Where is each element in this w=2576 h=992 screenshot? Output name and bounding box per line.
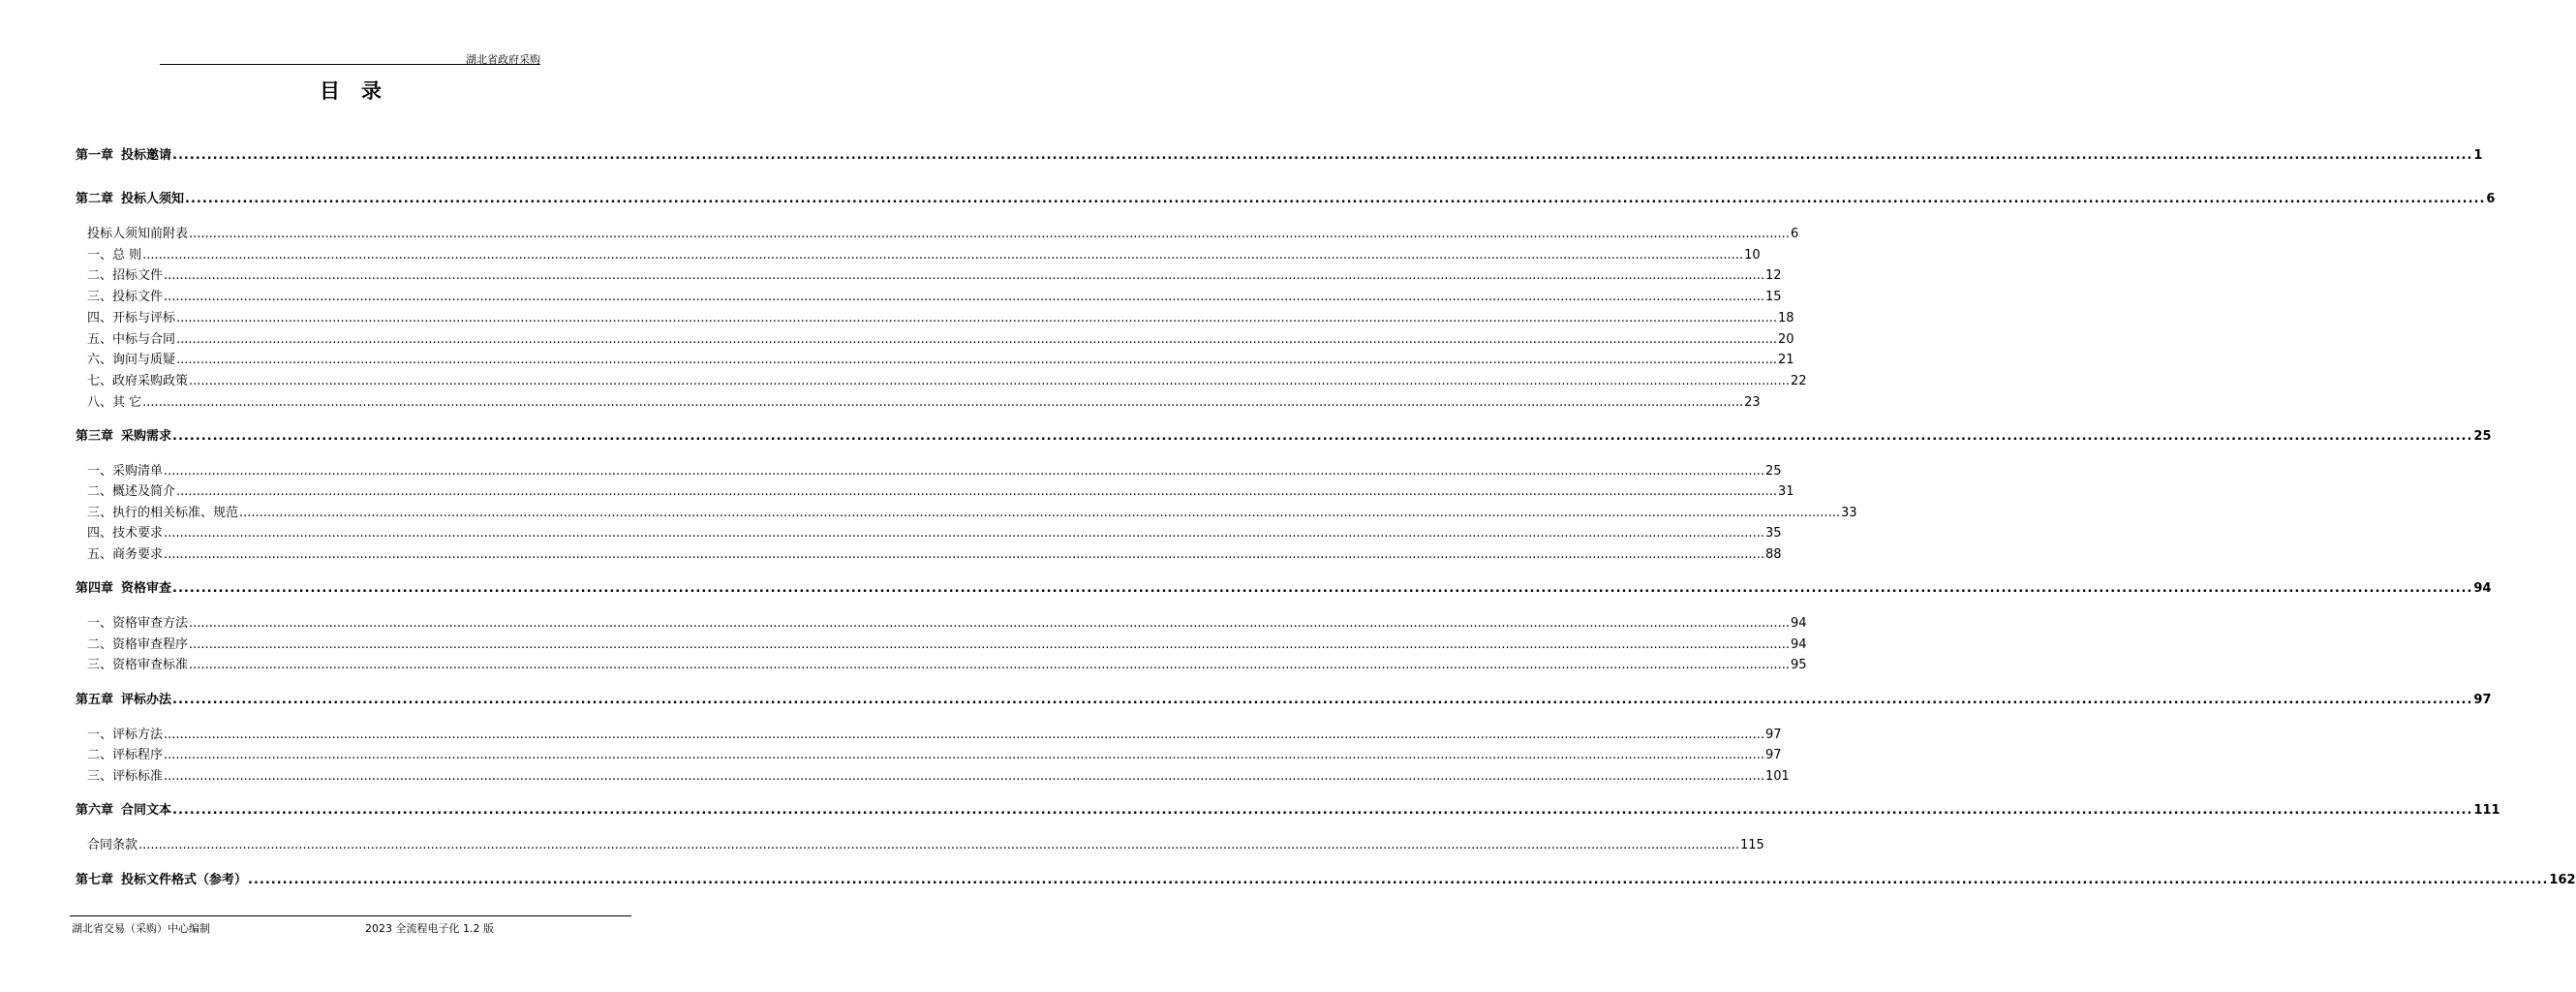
toc-entry-number: 二、 [87,637,113,652]
toc-dot-leader: ................................................................................................................................................................................................................................................................................................................................................................................................................ [172,803,2473,818]
toc-section-entry[interactable] [87,481,1794,499]
toc-section-entry[interactable] [87,503,1857,520]
toc-page-number: 94 [2473,581,2492,596]
toc-entry-label: 询问与质疑 [112,353,176,367]
toc-page-number: 97 [1764,728,1782,742]
toc-entry-label: 投标文件 [112,290,164,304]
toc-entry-number: 三、 [87,506,113,520]
toc-dot-leader: ................................................................................................................................................................................................................................................................................................................................................................................................................ [164,268,1764,283]
toc-entry-number: 四、 [87,526,113,541]
toc-chapter-entry[interactable] [76,145,2483,163]
toc-entry-number: 二、 [87,484,113,499]
toc-entry-label: 政府采购政策 [112,374,189,388]
toc-entry-label: 采购需求 [121,429,172,444]
toc-dot-leader: ................................................................................................................................................................................................................................................................................................................................................................................................................ [176,311,1777,326]
toc-entry-label: 投标文件格式（参考） [121,873,248,887]
toc-entry-label: 技术要求 [112,526,164,541]
toc-dot-leader: ................................................................................................................................................................................................................................................................................................................................................................................................................ [172,148,2473,163]
toc-entry-label: 执行的相关标准、规范 [112,506,239,520]
toc-section-entry[interactable] [87,308,1794,326]
toc-entry-label: 评标方法 [112,728,164,742]
toc-dot-leader: ................................................................................................................................................................................................................................................................................................................................................................................................................ [172,429,2473,444]
toc-page-number: 15 [1764,290,1782,304]
toc-entry-number: 四、 [87,311,113,326]
toc-entry-number: 一、 [87,248,113,263]
toc-entry-number: 第二章 [76,192,114,206]
toc-entry-number: 六、 [87,353,113,367]
toc-page-number: 35 [1764,526,1782,541]
toc-section-entry[interactable] [87,287,1782,304]
toc-chapter-entry[interactable] [76,426,2492,444]
toc-page-number: 97 [1764,748,1782,762]
toc-section-entry[interactable] [87,544,1782,562]
toc-entry-label: 评标办法 [121,693,172,707]
toc-dot-leader: ................................................................................................................................................................................................................................................................................................................................................................................................................ [164,526,1764,541]
toc-chapter-entry[interactable] [76,578,2492,596]
toc-page-number: 94 [1790,637,1807,652]
toc-dot-leader: ................................................................................................................................................................................................................................................................................................................................................................................................................ [172,581,2473,596]
toc-entry-label: 投标人须知前附表 [87,227,189,241]
toc-dot-leader: ................................................................................................................................................................................................................................................................................................................................................................................................................ [189,616,1790,631]
toc-dot-leader: ................................................................................................................................................................................................................................................................................................................................................................................................................ [164,290,1764,304]
toc-dot-leader: ................................................................................................................................................................................................................................................................................................................................................................................................................ [142,395,1744,410]
toc-page-number: 95 [1790,658,1807,672]
toc-page-number: 12 [1764,268,1782,283]
toc-section-entry[interactable] [87,655,1807,672]
toc-dot-leader: ................................................................................................................................................................................................................................................................................................................................................................................................................ [164,769,1764,784]
toc-section-entry[interactable] [87,725,1782,742]
toc-dot-leader: ................................................................................................................................................................................................................................................................................................................................................................................................................ [164,547,1764,562]
toc-dot-leader: ................................................................................................................................................................................................................................................................................................................................................................................................................ [239,506,1840,520]
toc-chapter-entry[interactable] [76,690,2492,707]
toc-entry-label: 投标人须知 [121,192,185,206]
toc-entry-number: 第五章 [76,693,114,707]
toc-entry-label: 招标文件 [112,268,164,283]
toc-section-entry[interactable] [87,766,1790,784]
toc-entry-number: 一、 [87,464,113,479]
toc-section-entry[interactable] [87,265,1782,283]
toc-entry-number: 一、 [87,728,113,742]
toc-page-number: 1 [2473,148,2483,163]
toc-entry-label: 开标与评标 [112,311,176,326]
toc-entry-label: 评标程序 [112,748,164,762]
toc-entry-label: 合同文本 [121,803,172,818]
toc-entry-number: 第一章 [76,148,114,163]
toc-dot-leader: ................................................................................................................................................................................................................................................................................................................................................................................................................ [176,353,1777,367]
toc-entry-number: 第三章 [76,429,114,444]
toc-entry-number: 五、 [87,332,113,347]
toc-chapter-entry[interactable] [76,800,2500,818]
header-organization: 湖北省政府采购 [466,53,540,66]
toc-dot-leader: ................................................................................................................................................................................................................................................................................................................................................................................................................ [189,227,1790,241]
toc-page-number: 94 [1790,616,1807,631]
header-divider [160,64,540,65]
toc-section-entry[interactable] [87,371,1807,388]
toc-page-number: 115 [1739,838,1764,852]
toc-dot-leader: ................................................................................................................................................................................................................................................................................................................................................................................................................ [138,838,1739,852]
toc-page-number: 25 [1764,464,1782,479]
toc-entry-number: 八、 [87,395,113,410]
toc-page-number: 33 [1840,506,1857,520]
toc-page-number: 88 [1764,547,1782,562]
footer-version: 2023 全流程电子化 1.2 版 [365,922,494,935]
toc-entry-label: 总 则 [112,248,142,263]
footer-divider [70,915,631,916]
toc-dot-leader: ................................................................................................................................................................................................................................................................................................................................................................................................................ [189,637,1790,652]
toc-page-number: 6 [2486,192,2496,206]
toc-page-number: 97 [2473,693,2492,707]
toc-dot-leader: ................................................................................................................................................................................................................................................................................................................................................................................................................ [164,748,1764,762]
toc-section-entry[interactable] [87,329,1794,347]
toc-page-number: 6 [1790,227,1799,241]
toc-page-number: 21 [1777,353,1794,367]
toc-dot-leader: ................................................................................................................................................................................................................................................................................................................................................................................................................ [172,693,2473,707]
toc-entry-number: 第七章 [76,873,114,887]
toc-page-number: 22 [1790,374,1807,388]
toc-dot-leader: ................................................................................................................................................................................................................................................................................................................................................................................................................ [164,464,1764,479]
toc-dot-leader: ................................................................................................................................................................................................................................................................................................................................................................................................................ [176,332,1777,347]
toc-section-entry[interactable] [87,835,1764,852]
toc-dot-leader: ................................................................................................................................................................................................................................................................................................................................................................................................................ [189,374,1790,388]
toc-entry-label: 采购清单 [112,464,164,479]
toc-page-number: 31 [1777,484,1794,499]
toc-dot-leader: ................................................................................................................................................................................................................................................................................................................................................................................................................ [189,658,1790,672]
toc-page-number: 10 [1744,248,1761,263]
toc-entry-number: 七、 [87,374,113,388]
toc-entry-number: 第四章 [76,581,114,596]
toc-entry-label: 商务要求 [112,547,164,562]
toc-entry-number: 三、 [87,290,113,304]
footer-publisher: 湖北省交易（采购）中心编制 [72,922,210,935]
toc-chapter-entry[interactable] [76,189,2496,206]
toc-section-entry[interactable] [87,350,1794,367]
toc-section-entry[interactable] [87,745,1782,762]
toc-entry-number: 二、 [87,748,113,762]
toc-entry-number: 三、 [87,769,113,784]
toc-entry-number: 第六章 [76,803,114,818]
toc-entry-label: 中标与合同 [112,332,176,347]
toc-section-entry[interactable] [87,613,1807,631]
toc-entry-label: 概述及简介 [112,484,176,499]
toc-page-number: 20 [1777,332,1794,347]
toc-entry-number: 三、 [87,658,113,672]
toc-page-number: 101 [1764,769,1790,784]
page-title: 目录 [320,79,403,103]
toc-page-number: 25 [2473,429,2492,444]
toc-entry-label: 合同条款 [87,838,138,852]
toc-dot-leader: ................................................................................................................................................................................................................................................................................................................................................................................................................ [248,873,2549,887]
toc-dot-leader: ................................................................................................................................................................................................................................................................................................................................................................................................................ [142,248,1744,263]
toc-section-entry[interactable] [87,245,1761,263]
toc-entry-label: 资格审查程序 [112,637,189,652]
toc-dot-leader: ................................................................................................................................................................................................................................................................................................................................................................................................................ [164,728,1764,742]
toc-entry-label: 其 它 [112,395,142,410]
toc-page-number: 162 [2549,873,2576,887]
toc-entry-number: 二、 [87,268,113,283]
toc-entry-label: 资格审查 [121,581,172,596]
toc-entry-label: 资格审查标准 [112,658,189,672]
toc-section-entry[interactable] [87,523,1782,541]
toc-page-number: 18 [1777,311,1794,326]
toc-page-number: 23 [1744,395,1761,410]
toc-entry-label: 资格审查方法 [112,616,189,631]
toc-entry-number: 五、 [87,547,113,562]
toc-section-entry[interactable] [87,461,1782,479]
toc-section-entry[interactable] [87,635,1807,652]
toc-page-number: 111 [2473,803,2500,818]
toc-entry-label: 评标标准 [112,769,164,784]
toc-dot-leader: ................................................................................................................................................................................................................................................................................................................................................................................................................ [185,192,2486,206]
toc-entry-label: 投标邀请 [121,148,172,163]
toc-section-entry[interactable] [87,392,1761,410]
toc-chapter-entry[interactable] [76,870,2576,887]
toc-section-entry[interactable] [87,224,1799,241]
toc-entry-number: 一、 [87,616,113,631]
toc-dot-leader: ................................................................................................................................................................................................................................................................................................................................................................................................................ [176,484,1777,499]
